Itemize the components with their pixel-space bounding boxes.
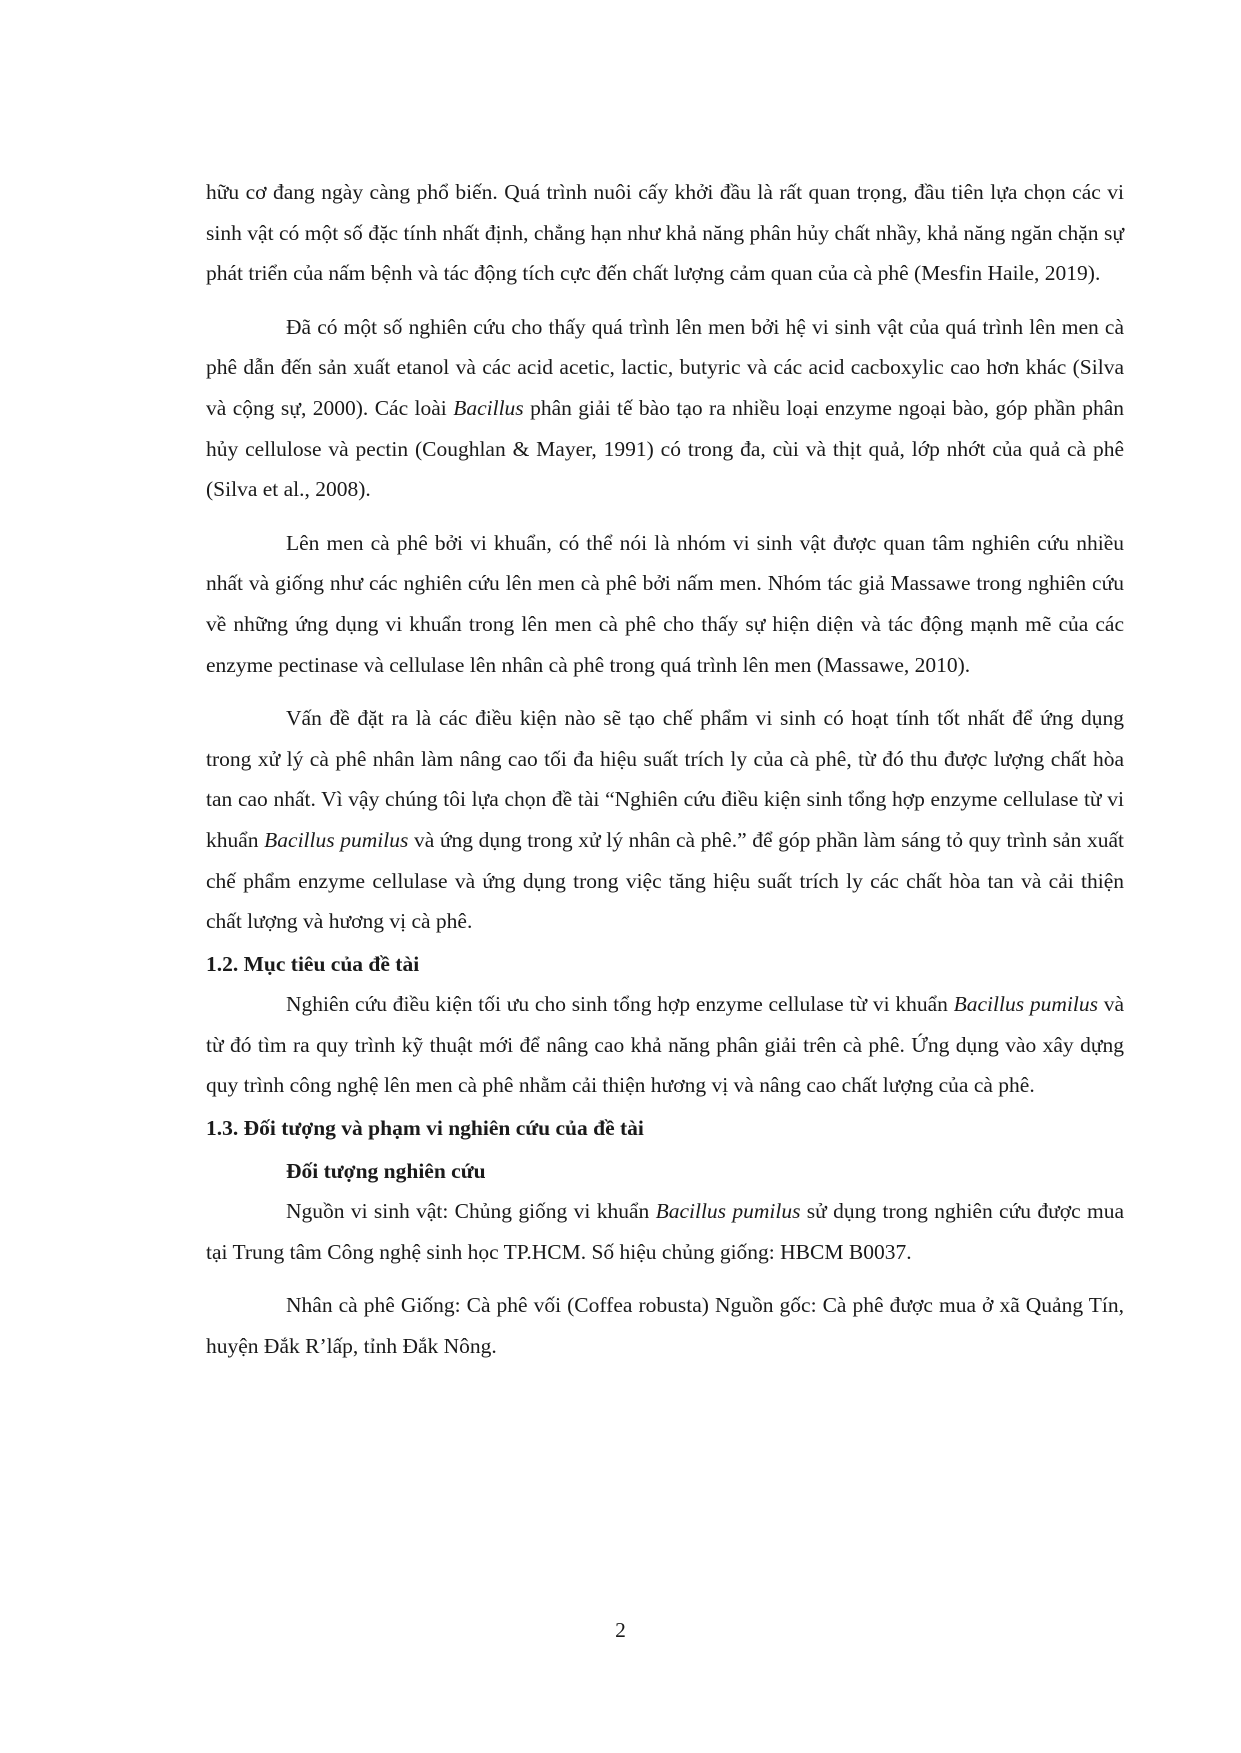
paragraph-problem-statement — [206, 698, 1124, 942]
species-name-italic: Bacillus pumilus — [264, 827, 409, 852]
heading-research-object: Đối tượng nghiên cứu — [286, 1158, 486, 1183]
paragraph-text-run: và ứng dụng trong xử lý nhân cà phê.” để góp phần làm sáng tỏ quy trình sản xuất chế phẩm enzyme cellulase và ứng dụng trong việc tăng hiệu suất trích ly các chất hòa tan và cải thiện chất lượng và hương vị cà phê. — [206, 827, 1124, 934]
paragraph-text-run: hữu cơ đang ngày càng phổ biến. Quá trình nuôi cấy khởi đầu là rất quan trọng, đầu tiên lựa chọn các vi sinh vật có một số đặc tính nhất định, chẳng hạn như khả năng phân hủy chất nhầy, khả năng ngăn chặn sự phát triển của nấm bệnh và tác động tích cực đến chất lượng cảm quan của cà phê (Mesfin Haile, 2019). — [206, 180, 1124, 286]
species-name-italic: Bacillus pumilus — [953, 992, 1098, 1017]
document-page — [206, 172, 1124, 1367]
paragraph-text-run: Vấn đề đặt ra là các điều kiện nào sẽ tạo chế phẩm vi sinh có hoạt tính tốt nhất để ứng dụng trong xử lý cà phê nhân làm nâng cao tối đa hiệu suất trích ly của cà phê, từ đó thu được lượng chất hòa tan cao nhất. Vì vậy chúng tôi lựa chọn đề tài “Nghiên cứu điều kiện sinh tổng hợp enzyme cellulase từ vi khuẩn — [206, 706, 1124, 852]
species-name-italic: Bacillus pumilus — [655, 1199, 801, 1224]
paragraph-text-run: Nhân cà phê Giống: Cà phê vối (Coffea robusta) Nguồn gốc: Cà phê được mua ở xã Quảng Tín, huyện Đắk R’lấp, tỉnh Đắk Nông. — [206, 1293, 1124, 1359]
page-number: 2 — [615, 1618, 626, 1642]
paragraph-coffee-source — [206, 1285, 1124, 1366]
paragraph-text-run: và từ đó tìm ra quy trình kỹ thuật mới để nâng cao khả năng phân giải trên cà phê. Ứng dụng vào xây dựng quy trình công nghệ lên men cà phê nhằm cải thiện hương vị và nâng cao chất lượng của cà phê. — [206, 992, 1124, 1098]
paragraph-text-run: Nghiên cứu điều kiện tối ưu cho sinh tổng hợp enzyme cellulase từ vi khuẩn — [286, 992, 954, 1017]
paragraph-text-run: Lên men cà phê bởi vi khuẩn, có thể nói là nhóm vi sinh vật được quan tâm nghiên cứu nhiều nhất và giống như các nghiên cứu lên men cà phê bởi nấm men. Nhóm tác giả Massawe trong nghiên cứu về những ứng dụng vi khuẩn trong lên men cà phê cho thấy sự hiện diện và tác động mạnh mẽ của các enzyme pectinase và cellulase lên nhân cà phê trong quá trình lên men (Massawe, 2010). — [206, 530, 1124, 677]
heading-section-1-2: 1.2. Mục tiêu của đề tài — [206, 951, 420, 976]
paragraph-objectives — [206, 984, 1124, 1106]
paragraph-intro-continuation — [206, 172, 1124, 294]
paragraph-bacterial-fermentation — [206, 523, 1124, 685]
paragraph-fermentation-research — [206, 307, 1124, 510]
paragraph-text-run: Nguồn vi sinh vật: Chủng giống vi khuẩn — [286, 1199, 656, 1224]
heading-section-1-3: 1.3. Đối tượng và phạm vi nghiên cứu của đề tài — [206, 1116, 644, 1141]
paragraph-text-run: phân giải tế bào tạo ra nhiều loại enzyme ngoại bào, góp phần phân hủy cellulose và pectin (Coughlan & Mayer, 1991) có trong đa, cùi và thịt quả, lớp nhớt của quả cà phê (Silva et al., 2008). — [206, 395, 1124, 502]
paragraph-text-run: sử dụng trong nghiên cứu được mua tại Trung tâm Công nghệ sinh học TP.HCM. Số hiệu chủng giống: HBCM B0037. — [206, 1199, 1124, 1264]
species-name-italic: Bacillus — [453, 395, 524, 420]
paragraph-text-run: Đã có một số nghiên cứu cho thấy quá trình lên men bởi hệ vi sinh vật của quá trình lên men cà phê dẫn đến sản xuất etanol và các acid acetic, lactic, butyric và các acid cacboxylic cao hơn khác (Silva và cộng sự, 2000). Các loài — [206, 314, 1124, 420]
paragraph-microbial-source — [206, 1191, 1124, 1272]
